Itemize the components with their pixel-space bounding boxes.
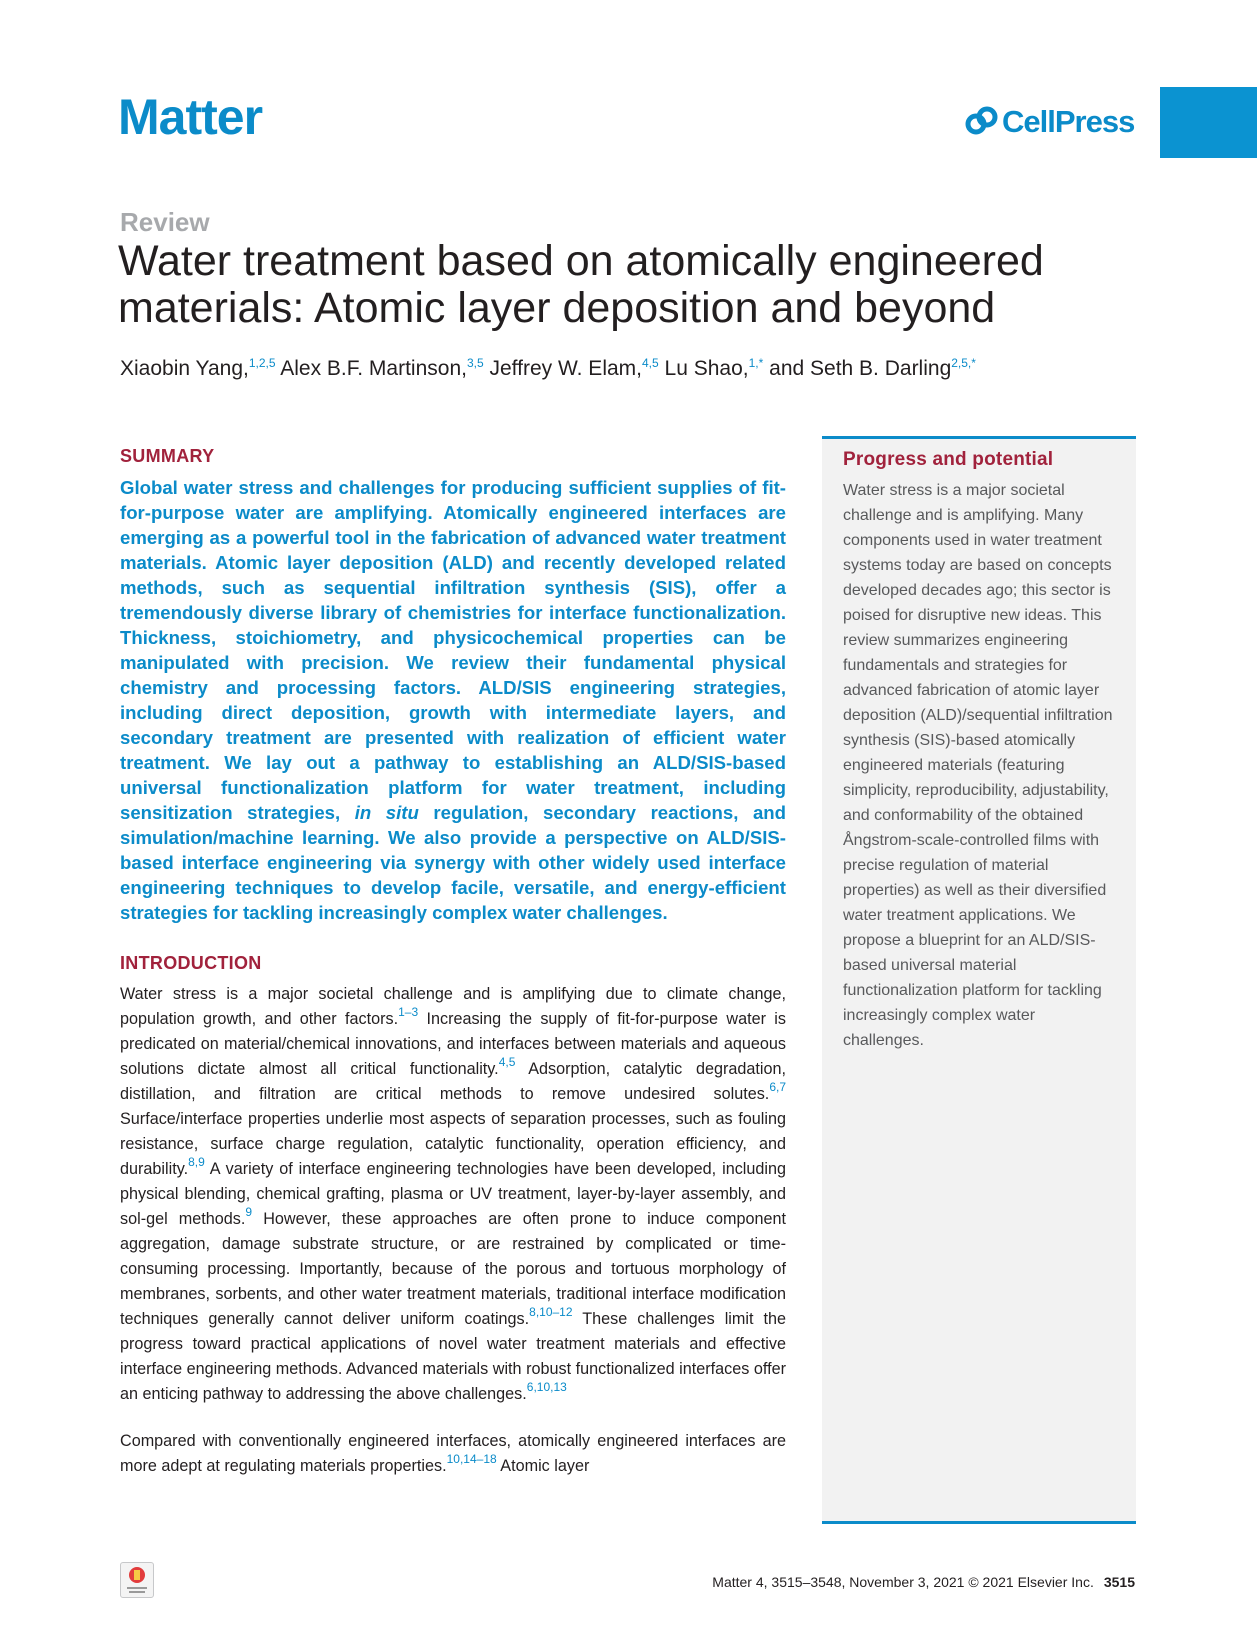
summary-text xyxy=(120,475,786,925)
citation-reference[interactable]: 8,9 xyxy=(188,1155,205,1169)
publisher-name: CellPress xyxy=(1002,104,1135,139)
citation-reference[interactable]: 6,10,13 xyxy=(526,1380,567,1394)
page-footer xyxy=(712,1574,1135,1590)
citation-reference[interactable]: 4,5 xyxy=(498,1055,516,1069)
author-name: Jeffrey W. Elam, xyxy=(489,357,642,380)
author-name: Xiaobin Yang, xyxy=(120,357,249,380)
body-text-run: Surface/interface properties underlie most aspects of separation processes, such as fouling resistance, surface charge regulation, catalytic functionality, operation efficiency, and durability. xyxy=(120,1110,786,1178)
corner-tab xyxy=(1160,87,1257,158)
progress-potential-box xyxy=(822,436,1136,1524)
sidebar-heading: Progress and potential xyxy=(843,449,1054,470)
introduction-heading: INTRODUCTION xyxy=(120,953,262,973)
body-text-run: A variety of interface engineering technologies have been developed, including physical blending, chemical grafting, plasma or UV treatment, layer-by-layer assembly, and sol-gel methods. xyxy=(120,1160,786,1228)
citation: Matter 4, 3515–3548, November 3, 2021 © 2021 Elsevier Inc. xyxy=(712,1574,1094,1590)
author-name: Alex B.F. Martinson, xyxy=(280,357,467,380)
citation-reference[interactable]: 1–3 xyxy=(398,1005,419,1019)
title-line-2: materials: Atomic layer deposition and beyond xyxy=(118,284,996,332)
body-text-run: Atomic layer xyxy=(496,1457,590,1475)
article-type: Review xyxy=(120,207,210,237)
journal-logo: Matter xyxy=(118,89,263,145)
author-affiliation[interactable]: 1,* xyxy=(748,356,764,370)
summary-text-part: regulation, secondary reactions, and simulation/machine learning. We also provide a perspective on ALD/SIS-based interface engineering via synergy with other widely used interface engineering techniques to develop facile, versatile, and energy-efficient strategies for tackling increasingly complex water challenges. xyxy=(120,802,787,923)
body-text-run: Increasing the supply of fit-for-purpose water is predicated on material/chemical innovations, and interfaces between materials and aqueous solutions dictate almost all critical functionality. xyxy=(120,1010,786,1078)
body-text-run: These challenges limit the progress toward practical applications of novel water treatment materials and effective interface engineering methods. Advanced materials with robust functionalized interfaces offer an enticing pathway to addressing the above challenges. xyxy=(120,1310,787,1403)
article-title xyxy=(118,238,1098,332)
author-affiliation[interactable]: 3,5 xyxy=(466,356,484,370)
publisher-logo xyxy=(964,104,1134,140)
page-number: 3515 xyxy=(1103,1574,1135,1590)
check-for-updates-icon xyxy=(121,1563,153,1597)
summary-text-part: Global water stress and challenges for producing sufficient supplies of fit-for-purpose water are amplifying. Atomically engineered interfaces are emerging as a powerful tool in the fabrication of advanced water treatment materials. Atomic layer deposition (ALD) and recently developed related methods, such as sequential infiltration synthesis (SIS), offer a tremendously diverse library of chemistries for interface functionalization. Thickness, stoichiometry, and physicochemical properties can be manipulated with precision. We review their fundamental physical chemistry and processing factors. ALD/SIS engineering strategies, including direct deposition, growth with intermediate layers, and secondary treatment are presented with realization of efficient water treatment. We lay out a pathway to establishing an ALD/SIS-based universal functionalization platform for water treatment, including sensitization strategies, xyxy=(120,477,786,823)
citation-reference[interactable]: 6,7 xyxy=(769,1080,786,1094)
author-affiliation[interactable]: 4,5 xyxy=(642,356,659,370)
introduction-paragraph-2 xyxy=(120,1429,786,1479)
body-text-run: Water stress is a major societal challenge and is amplifying due to climate change, population growth, and other factors. xyxy=(120,985,786,1028)
body-text-run: Adsorption, catalytic degradation, distillation, and filtration are critical methods to remove undesired solutes. xyxy=(120,1060,786,1103)
title-line-1: Water treatment based on atomically engineered xyxy=(118,237,1044,285)
sidebar-text: Water stress is a major societal challenge and is amplifying. Many components used in water treatment systems today are based on concepts developed decades ago; this sector is poised for disruptive new ideas. This review summarizes engineering fundamentals and strategies for advanced fabrication of atomic layer deposition (ALD)/sequential infiltration synthesis (SIS)-based atomically engineered materials (featuring simplicity, reproducibility, adjustability, and conformability of the obtained Ångstrom-scale-controlled films with precise regulation of material properties) as well as their diversified water treatment applications. We propose a blueprint for an ALD/SIS-based universal material functionalization platform for tackling increasingly complex water challenges. xyxy=(843,482,1113,1049)
citation-reference[interactable]: 8,10–12 xyxy=(529,1305,573,1319)
summary-heading: SUMMARY xyxy=(120,446,215,466)
check-for-updates-badge[interactable] xyxy=(120,1562,154,1598)
citation-reference[interactable]: 9 xyxy=(245,1205,253,1219)
introduction-paragraph-1 xyxy=(120,982,786,1407)
author-affiliation[interactable]: 2,5,* xyxy=(951,356,976,370)
author-list xyxy=(120,355,1140,383)
summary-italic: in situ xyxy=(354,802,419,823)
author-name: Lu Shao, xyxy=(664,357,749,380)
body-text-run: Compared with conventionally engineered interfaces, atomically engineered interfaces are more adept at regulating materials properties. xyxy=(120,1432,786,1475)
author-name: and Seth B. Darling xyxy=(769,357,952,380)
cellpress-logo-icon xyxy=(964,106,998,138)
author-affiliation[interactable]: 1,2,5 xyxy=(248,356,276,370)
main-column xyxy=(120,446,786,1479)
citation-reference[interactable]: 10,14–18 xyxy=(446,1452,497,1466)
body-text-run: However, these approaches are often prone to induce component aggregation, damage substrate structure, or are restrained by complicated or time-consuming processing. Importantly, because of the porous and tortuous morphology of membranes, sorbents, and other water treatment materials, traditional interface modification techniques generally cannot deliver uniform coatings. xyxy=(120,1210,786,1328)
